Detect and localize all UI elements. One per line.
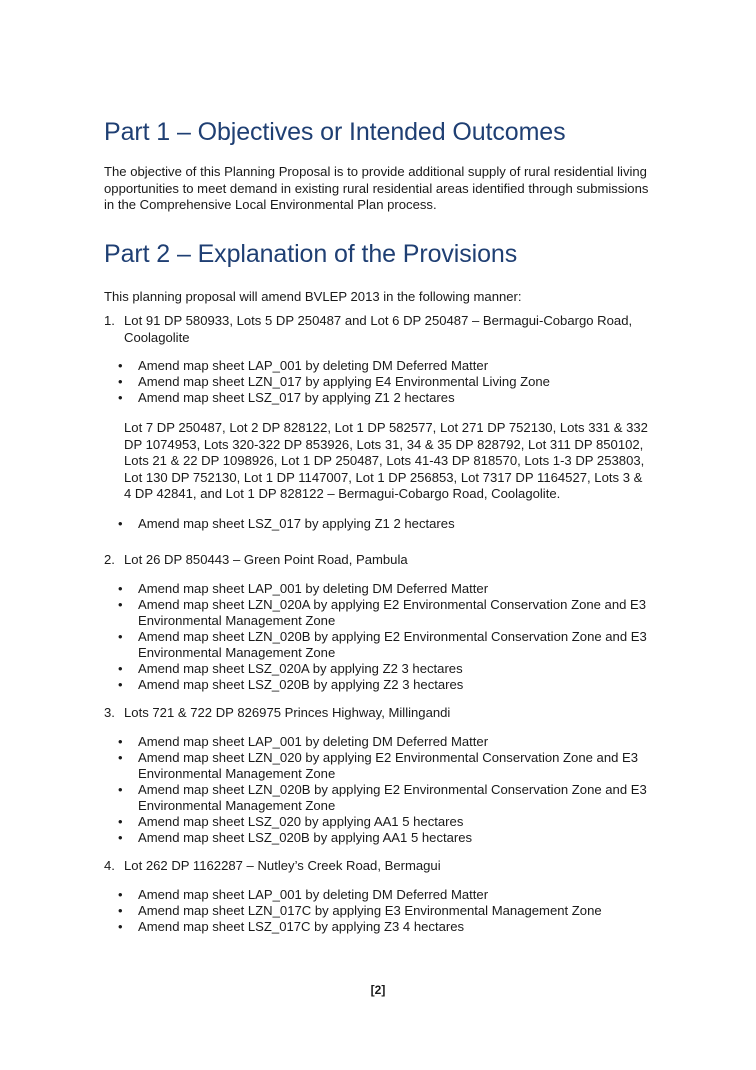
bullet-list: [104, 734, 664, 847]
list-item-3: [104, 705, 664, 846]
bullet-icon: •: [118, 813, 123, 829]
bullet-item: • Amend map sheet LSZ_020B by applying AA1 5 hectares: [118, 830, 473, 846]
bullet-icon: •: [118, 677, 123, 693]
bullet-icon: •: [118, 580, 123, 596]
part2-lead: This planning proposal will amend BVLEP 2013 in the following manner:: [104, 289, 522, 304]
list-item-number: 3.: [104, 705, 115, 720]
bullet-item: • Amend map sheet LAP_001 by deleting DM Deferred Matter: [118, 358, 489, 373]
bullet-item: • Amend map sheet LSZ_017 by applying Z1 2 hectares: [118, 515, 455, 531]
bullet-icon: •: [118, 390, 123, 406]
bullet-item: • Amend map sheet LZN_020B by applying E2 Environmental Conservation Zone and E3 Environmental Management Zone: [118, 628, 647, 660]
bullet-list: [104, 358, 664, 406]
list-item-heading: Lots 721 & 722 DP 826975 Princes Highway, Millingandi: [124, 705, 451, 720]
bullet-icon: •: [118, 749, 123, 765]
bullet-icon: •: [118, 628, 123, 644]
part1-heading: Part 1 – Objectives or Intended Outcomes: [104, 118, 566, 146]
bullet-item: • Amend map sheet LAP_001 by deleting DM Deferred Matter: [118, 886, 489, 902]
list-item-heading: Lot 26 DP 850443 – Green Point Road, Pambula: [124, 552, 408, 567]
bullet-item: • Amend map sheet LZN_017 by applying E4 Environmental Living Zone: [118, 374, 550, 390]
bullet-item: • Amend map sheet LSZ_017C by applying Z3 4 hectares: [118, 918, 465, 934]
part1-body: The objective of this Planning Proposal is to provide additional supply of rural residential living opportunities to meet demand in existing rural residential areas identified through submissions in the Comprehensive Local Environmental Plan process.: [104, 164, 649, 212]
bullet-list: [104, 887, 664, 935]
bullet-item: • Amend map sheet LSZ_017 by applying Z1 2 hectares: [118, 390, 455, 406]
list-item-number: 1.: [104, 313, 115, 328]
bullet-list: [104, 516, 664, 532]
lot-list-paragraph: Lot 7 DP 250487, Lot 2 DP 828122, Lot 1 DP 582577, Lot 271 DP 752130, Lots 331 & 332 DP 1074953, Lots 320-322 DP 853926, Lots 31, 34 & 35 DP 828792, Lot 311 DP 850102, Lots 21 & 22 DP 1098926, Lot 1 DP 250487, Lots 41-43 DP 818570, Lots 1-3 DP 253803, Lot 130 DP 752130, Lot 1 DP 1147007, Lot 1 DP 256853, Lot 7317 DP 1164527, Lots 3 & 4 DP 42841, and Lot 1 DP 828122 – Bermagui-Cobargo Road, Coolagolite.: [124, 420, 648, 502]
bullet-icon: •: [118, 830, 123, 846]
bullet-icon: •: [118, 660, 123, 676]
part2-heading: Part 2 – Explanation of the Provisions: [104, 240, 518, 268]
bullet-icon: •: [118, 902, 123, 918]
bullet-item: • Amend map sheet LSZ_020A by applying Z2 3 hectares: [118, 660, 463, 676]
bullet-item: • Amend map sheet LZN_017C by applying E3 Environmental Management Zone: [118, 902, 602, 918]
bullet-item: • Amend map sheet LSZ_020 by applying AA1 5 hectares: [118, 813, 464, 829]
list-item-heading: Lot 91 DP 580933, Lots 5 DP 250487 and Lot 6 DP 250487 – Bermagui-Cobargo Road, Coolagolite: [124, 313, 633, 345]
bullet-icon: •: [118, 733, 123, 749]
bullet-list: [104, 581, 664, 694]
bullet-item: • Amend map sheet LSZ_020B by applying Z2 3 hectares: [118, 677, 464, 693]
list-item-2: [104, 552, 664, 693]
bullet-icon: •: [118, 596, 123, 612]
page-number: [2]: [370, 983, 386, 997]
list-item-number: 4.: [104, 858, 115, 873]
bullet-icon: •: [118, 886, 123, 902]
bullet-icon: •: [118, 358, 123, 373]
list-item-1: [104, 313, 664, 532]
bullet-item: • Amend map sheet LAP_001 by deleting DM Deferred Matter: [118, 733, 489, 749]
list-item-heading: Lot 262 DP 1162287 – Nutley’s Creek Road, Bermagui: [124, 858, 441, 873]
bullet-item: • Amend map sheet LZN_020B by applying E2 Environmental Conservation Zone and E3 Environmental Management Zone: [118, 781, 647, 813]
bullet-icon: •: [118, 918, 123, 934]
bullet-icon: •: [118, 374, 123, 390]
list-item-number: 2.: [104, 552, 115, 567]
bullet-item: • Amend map sheet LZN_020 by applying E2 Environmental Conservation Zone and E3 Environmental Management Zone: [118, 749, 639, 781]
bullet-item: • Amend map sheet LZN_020A by applying E2 Environmental Conservation Zone and E3 Environmental Management Zone: [118, 596, 647, 628]
list-item-4: [104, 858, 664, 935]
bullet-icon: •: [118, 781, 123, 797]
bullet-item: • Amend map sheet LAP_001 by deleting DM Deferred Matter: [118, 580, 489, 596]
bullet-icon: •: [118, 515, 123, 531]
